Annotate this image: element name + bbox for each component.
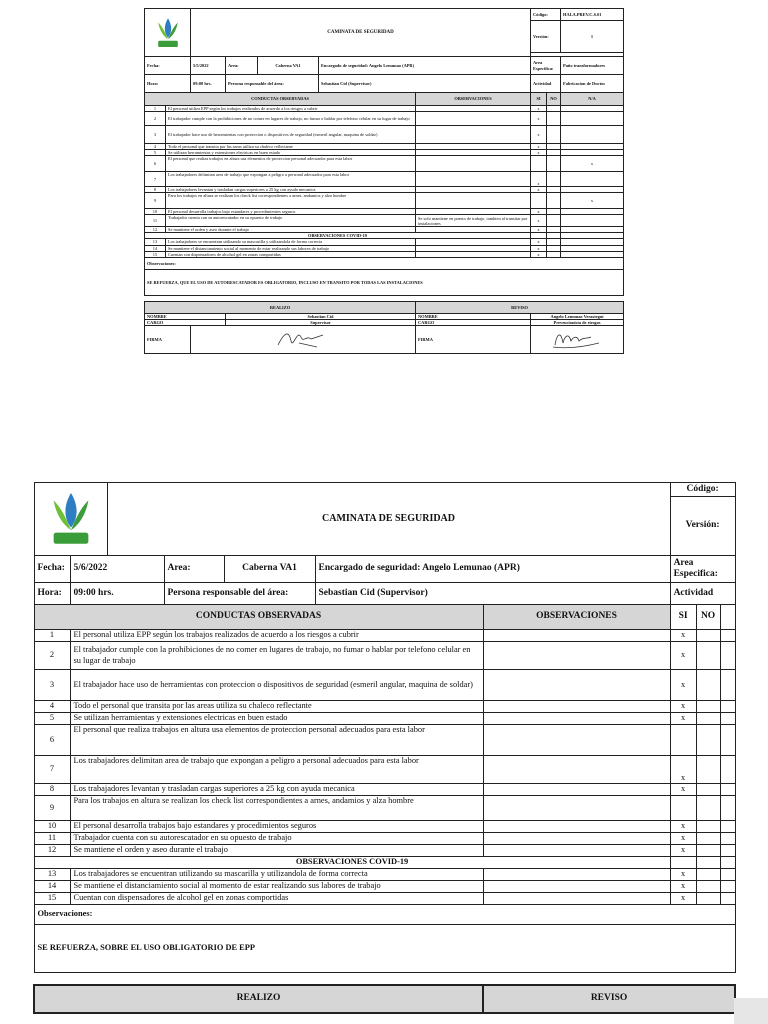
item-number: 15 xyxy=(34,893,70,905)
item-text: Se mantiene el distanciamiento social al momento de estar realizando sus labores de trabajo xyxy=(166,245,416,251)
item-number: 11 xyxy=(34,833,70,845)
codigo-value: HALA.PREV.C.S.01 xyxy=(561,9,624,21)
item-number: 6 xyxy=(145,156,166,172)
item-number: 7 xyxy=(145,172,166,187)
item-number: 4 xyxy=(145,144,166,150)
logo-cell xyxy=(145,9,191,57)
company-logo-icon xyxy=(38,488,104,550)
si-mark: x xyxy=(670,893,696,905)
item-text: Se mantiene el orden y aseo durante el trabajo xyxy=(70,845,483,857)
si-mark: x xyxy=(670,881,696,893)
col-si: SI xyxy=(670,605,696,630)
si-mark: x xyxy=(531,251,547,257)
responsable-label: Persona responsable del área: xyxy=(164,583,315,605)
item-text: Los trabajadores delimitan area de trabajo que expongan a peligro a personal adecuados para esta labor xyxy=(70,756,483,784)
si-mark: x xyxy=(670,869,696,881)
responsable-value: Sebastian Cid (Supervisor) xyxy=(319,75,531,93)
fecha-label: Fecha: xyxy=(145,57,191,75)
si-mark: x xyxy=(670,670,696,701)
col-conductas: CONDUCTAS OBSERVADAS xyxy=(145,93,416,106)
item-text: El personal desarrolla trabajos bajo estandares y procedimientos seguros xyxy=(70,821,483,833)
si-mark: x xyxy=(531,172,547,187)
item-text: Se utilizan herramientas y extensiones electricas en buen estado xyxy=(70,713,483,725)
item-number: 9 xyxy=(145,193,166,209)
observaciones-text: SE REFUERZA, SOBRE EL USO OBLIGATORIO DE EPP xyxy=(34,925,735,973)
col-no: NO xyxy=(696,605,720,630)
reviso-cargo: Prevencionista de riesgos xyxy=(531,319,624,325)
item-number: 10 xyxy=(34,821,70,833)
fecha-value: 5/6/2022 xyxy=(70,556,164,583)
na-mark: x xyxy=(561,193,624,209)
fecha-label: Fecha: xyxy=(34,556,70,583)
version-value: 1 xyxy=(561,21,624,53)
realizo-header: REALIZO xyxy=(34,985,483,1013)
item-11-observation: Se solo mantiene en puesto de trabajo, tambien al transitar por instalaciones xyxy=(416,215,531,227)
item-number: 1 xyxy=(34,630,70,642)
encargado-label: Encargado de seguridad: Angelo Lemunao (APR) xyxy=(319,57,531,75)
item-number: 8 xyxy=(34,784,70,796)
item-number: 2 xyxy=(145,112,166,126)
observaciones-label: Observaciones: xyxy=(145,257,624,269)
realizo-header: REALIZO xyxy=(145,301,416,313)
item-text: Los trabajadores levantan y trasladan cargas superiores a 25 kg con ayuda mecanica xyxy=(70,784,483,796)
logo-cell xyxy=(34,483,107,556)
col-observaciones: OBSERVACIONES xyxy=(416,93,531,106)
safety-walk-form-1 xyxy=(144,8,624,354)
reviso-nombre: Angelo Lemunao Verastegui xyxy=(531,313,624,319)
item-text: El trabajador cumple con la prohibiciones de no comer en lugares de trabajo, no fumar o hablar por telefono celular en su lugar de trabajo xyxy=(70,642,483,670)
encargado-label: Encargado de seguridad: Angelo Lemunao (APR) xyxy=(315,556,670,583)
codigo-label: Código: xyxy=(670,483,735,497)
item-number: 10 xyxy=(145,209,166,215)
item-number: 3 xyxy=(34,670,70,701)
si-mark: x xyxy=(670,833,696,845)
item-number: 1 xyxy=(145,106,166,112)
item-number: 12 xyxy=(34,845,70,857)
col-na: N/A xyxy=(561,93,624,106)
si-mark: x xyxy=(531,245,547,251)
realizo-nombre-label: NOMBRE xyxy=(145,313,226,319)
version-label: Versión: xyxy=(670,497,735,556)
item-number: 3 xyxy=(145,126,166,144)
area-value: Caberna VA1 xyxy=(224,556,315,583)
col-conductas: CONDUCTAS OBSERVADAS xyxy=(34,605,483,630)
realizo-nombre: Sebastian Cid xyxy=(226,313,416,319)
si-mark: x xyxy=(531,144,547,150)
item-text: El trabajador cumple con la prohibiciones de no comer en lugares de trabajo, no fumar o hablar por telefono celular en su lugar de trabajo xyxy=(166,112,416,126)
item-number: 2 xyxy=(34,642,70,670)
realizo-firma-label: FIRMA xyxy=(145,325,191,353)
item-text: El personal desarrolla trabajos bajo estandares y procedimientos seguros xyxy=(166,209,416,215)
item-number: 13 xyxy=(145,239,166,245)
si-mark: x xyxy=(670,713,696,725)
item-number: 5 xyxy=(145,150,166,156)
item-text: El trabajador hace uso de herramientas con proteccion o dispositivos de seguridad (esmeril angular, maquina de soldar) xyxy=(166,126,416,144)
reviso-header: REVISO xyxy=(483,985,735,1013)
item-text: Los trabajadores se encuentran utilizando su mascarilla y utilizandola de forma correcta xyxy=(166,239,416,245)
item-number: 12 xyxy=(145,227,166,233)
reviso-nombre-label: NOMBRE xyxy=(416,313,531,319)
form-title: CAMINATA DE SEGURIDAD xyxy=(107,483,670,556)
si-mark: x xyxy=(531,106,547,112)
hora-label: Hora: xyxy=(145,75,191,93)
actividad-label: Actividad xyxy=(670,583,735,605)
covid-header: OBSERVACIONES COVID-19 xyxy=(145,233,531,239)
responsable-label: Persona responsable del área: xyxy=(226,75,319,93)
col-no: NO xyxy=(547,93,561,106)
hora-value: 09:00 hrs. xyxy=(70,583,164,605)
si-mark: x xyxy=(531,187,547,193)
item-number: 4 xyxy=(34,701,70,713)
item-text: Los trabajadores delimitan area de trabajo que expongan a peligro a personal adecuados para esta labor xyxy=(166,172,416,187)
item-text: Para los trabajos en altura se realizan los check list correspondientes a arnes, andamios y alza hombre xyxy=(166,193,416,209)
area-especifica-value: Paño transformadores xyxy=(561,57,624,75)
si-mark: x xyxy=(670,642,696,670)
item-text: Los trabajadores se encuentran utilizando su mascarilla y utilizandola de forma correcta xyxy=(70,869,483,881)
item-text: Cuentan con dispensadores de alcohol gel en zonas comportidas xyxy=(166,251,416,257)
item-text: El personal que realiza trabajos en altura usa elementos de proteccion personal adecuados para esta labor xyxy=(70,725,483,756)
item-number: 9 xyxy=(34,796,70,821)
item-number: 7 xyxy=(34,756,70,784)
page-edge xyxy=(734,998,768,1024)
reviso-firma-label: FIRMA xyxy=(416,325,531,353)
si-mark: x xyxy=(670,701,696,713)
si-mark: x xyxy=(531,215,547,227)
actividad-value: Fabricacion de Ductos xyxy=(561,75,624,93)
item-text: Se mantiene el distanciamiento social al momento de estar realizando sus labores de trabajo xyxy=(70,881,483,893)
codigo-label: Código: xyxy=(531,9,561,21)
item-text: Trabajador cuenta con su autorescatador en su opuesto de trabajo xyxy=(70,833,483,845)
col-si: SI xyxy=(531,93,547,106)
area-value: Caberna VA1 xyxy=(258,57,319,75)
si-mark: x xyxy=(670,630,696,642)
item-text: Se utilizan herramientas y extensiones electricas en buen estado xyxy=(166,150,416,156)
signature-sebastian-icon xyxy=(193,327,413,351)
item-text: El trabajador hace uso de herramientas con proteccion o dispositivos de seguridad (esmeril angular, maquina de soldar) xyxy=(70,670,483,701)
si-mark: x xyxy=(531,126,547,144)
company-logo-icon xyxy=(147,15,188,51)
item-number: 5 xyxy=(34,713,70,725)
realizo-cargo-label: CARGO xyxy=(145,319,226,325)
na-mark: x xyxy=(561,156,624,172)
si-mark: x xyxy=(670,845,696,857)
item-number: 11 xyxy=(145,215,166,227)
si-mark: x xyxy=(670,821,696,833)
item-text: Los trabajadores levantan y trasladan cargas superiores a 25 kg con ayuda mecanica xyxy=(166,187,416,193)
item-number: 15 xyxy=(145,251,166,257)
col-observaciones: OBSERVACIONES xyxy=(483,605,670,630)
item-text: Todo el personal que transita por las areas utiliza su chaleco reflectante xyxy=(166,144,416,150)
area-especifica-label: Area Especifica: xyxy=(531,57,561,75)
reviso-cargo-label: CARGO xyxy=(416,319,531,325)
reviso-signature xyxy=(531,325,624,353)
area-label: Area: xyxy=(226,57,258,75)
item-text: Todo el personal que transita por las areas utiliza su chaleco reflectante xyxy=(70,701,483,713)
item-text: Trabajador cuenta con su autorescatador en su opuesto de trabajo xyxy=(166,215,416,227)
item-number: 13 xyxy=(34,869,70,881)
item-number: 6 xyxy=(34,725,70,756)
item-number: 14 xyxy=(145,245,166,251)
observaciones-text: SE REFUERZA, QUE EL USO DE AUTORESCATADOR ES OBLIGATORIO, INCLUSO EN TRANSITO POR TODAS LAS INSTALACIONES xyxy=(145,269,624,295)
si-mark: x xyxy=(531,239,547,245)
item-text: El personal que realiza trabajos en altura usa elementos de proteccion personal adecuados para esta labor xyxy=(166,156,416,172)
item-number: 8 xyxy=(145,187,166,193)
item-text: Para los trabajos en altura se realizan los check list correspondientes a arnes, andamios y alza hombre xyxy=(70,796,483,821)
observaciones-label: Observaciones: xyxy=(34,905,735,925)
hora-value: 09:00 hrs. xyxy=(191,75,226,93)
item-text: Cuentan con dispensadores de alcohol gel en zonas comportidas xyxy=(70,893,483,905)
area-especifica-label: Area Especifica: xyxy=(670,556,735,583)
safety-walk-form-2 xyxy=(33,482,736,1014)
hora-label: Hora: xyxy=(34,583,70,605)
form-title: CAMINATA DE SEGURIDAD xyxy=(191,9,531,57)
si-mark: x xyxy=(531,150,547,156)
signature-angelo-icon xyxy=(533,327,621,351)
si-mark: x xyxy=(531,227,547,233)
covid-header: OBSERVACIONES COVID-19 xyxy=(34,857,670,869)
si-mark: x xyxy=(670,756,696,784)
si-mark: x xyxy=(531,112,547,126)
si-mark: x xyxy=(531,209,547,215)
reviso-header: REVISO xyxy=(416,301,624,313)
realizo-signature xyxy=(191,325,416,353)
item-number: 14 xyxy=(34,881,70,893)
item-text: Se mantiene el orden y aseo durante el trabajo xyxy=(166,227,416,233)
item-text: El personal utiliza EPP según los trabajos realizados de acuerdo a los riesgos a cubrir xyxy=(70,630,483,642)
si-mark: x xyxy=(670,784,696,796)
item-text: El personal utiliza EPP según los trabajos realizados de acuerdo a los riesgos a cubrir xyxy=(166,106,416,112)
actividad-label: Actividad xyxy=(531,75,561,93)
fecha-value: 5/5/2022 xyxy=(191,57,226,75)
realizo-cargo: Supervisor xyxy=(226,319,416,325)
responsable-value: Sebastian Cid (Supervisor) xyxy=(315,583,670,605)
area-label: Area: xyxy=(164,556,224,583)
version-label: Versión: xyxy=(531,21,561,53)
